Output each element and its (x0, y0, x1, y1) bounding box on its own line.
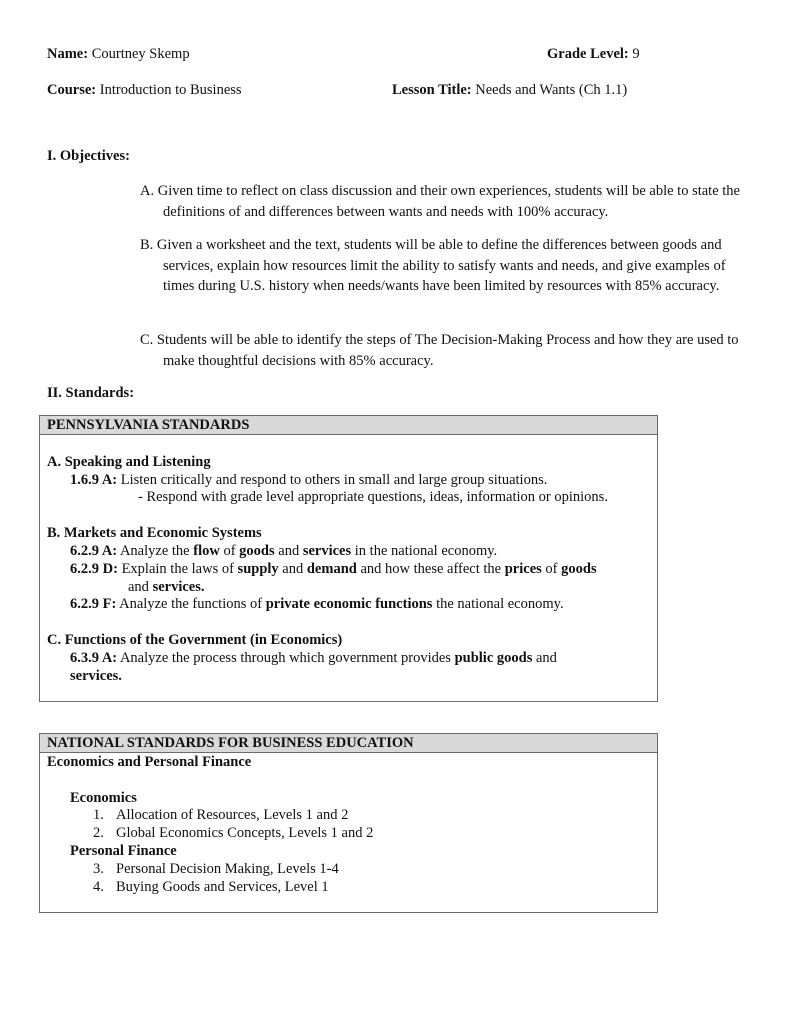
keyword: prices (504, 561, 542, 577)
keyword: goods (239, 543, 275, 559)
grade-line (547, 46, 640, 63)
name-label: Name: (47, 46, 89, 62)
standard-text: in the national economy. (351, 543, 498, 559)
grade-value: 9 (632, 46, 640, 62)
standard-1-6-9-a (70, 471, 547, 489)
standard-text: and (278, 561, 307, 577)
personal-finance-group-heading: Personal Finance (70, 843, 177, 859)
keyword: supply (237, 561, 279, 577)
standard-text: Explain the laws of (117, 561, 238, 577)
lesson-title-label: Lesson Title: (392, 82, 472, 98)
list-item-text: Personal Decision Making, Levels 1-4 (116, 861, 339, 877)
keyword: services. (152, 579, 205, 595)
list-item (93, 860, 104, 878)
list-number: 4. (93, 879, 104, 895)
national-standards-box (39, 733, 658, 913)
standard-6-2-9-d (70, 560, 597, 578)
keyword: flow (193, 543, 220, 559)
name-line (47, 46, 190, 63)
standard-code: 1.6.9 A: (70, 472, 118, 488)
standard-code: 6.3.9 A: (70, 650, 118, 666)
standard-text: and how these affect the (356, 561, 505, 577)
standard-1-6-9-a-sub: - Respond with grade level appropriate questions, ideas, information or opinions. (138, 489, 608, 505)
lesson-title-value: Needs and Wants (Ch 1.1) (475, 82, 628, 98)
keyword: public goods (454, 650, 533, 666)
course-line (47, 82, 242, 99)
standard-code: 6.2.9 A: (70, 543, 118, 559)
standard-text: of (541, 561, 562, 577)
objective-a-text: A. Given time to reflect on class discussion and their own experiences, students will be able to state the definitions of and differences between wants and needs with 100% accuracy. (140, 183, 740, 220)
standard-6-2-9-f (70, 595, 564, 613)
standard-6-2-9-a (70, 542, 497, 560)
standard-code: 6.2.9 D: (70, 561, 118, 577)
objective-b (140, 235, 750, 297)
standard-text: the national economy. (432, 596, 564, 612)
keyword: demand (306, 561, 357, 577)
government-heading: C. Functions of the Government (in Economics) (47, 632, 343, 648)
keyword: private economic functions (265, 596, 433, 612)
standard-text: Analyze the (117, 543, 194, 559)
objective-b-text: B. Given a worksheet and the text, students will be able to define the differences between goods and services, explain how resources limit the ability to satisfy wants and needs, and give examples of times during U.S. history when needs/wants have been limited by resources with 85% accuracy. (140, 237, 726, 294)
grade-label: Grade Level: (547, 46, 629, 62)
keyword: services (302, 543, 352, 559)
standard-6-3-9-a (70, 649, 557, 667)
standard-code: 6.2.9 F: (70, 596, 117, 612)
list-number: 1. (93, 807, 104, 823)
standard-text: of (219, 543, 240, 559)
lesson-title-line (392, 82, 627, 99)
list-item-text: Global Economics Concepts, Levels 1 and 2 (116, 825, 374, 841)
economics-group-heading: Economics (70, 790, 137, 806)
standard-text: Listen critically and respond to others in small and large group situations. (117, 472, 548, 488)
course-value: Introduction to Business (99, 82, 242, 98)
standard-text: and (274, 543, 303, 559)
list-item-text: Allocation of Resources, Levels 1 and 2 (116, 807, 349, 823)
speaking-listening-heading: A. Speaking and Listening (47, 454, 211, 470)
list-number: 2. (93, 825, 104, 841)
standard-6-3-9-a-cont: services. (70, 668, 122, 684)
national-standards-title: NATIONAL STANDARDS FOR BUSINESS EDUCATION (40, 734, 657, 753)
markets-heading: B. Markets and Economic Systems (47, 525, 262, 541)
pennsylvania-standards-box (39, 415, 658, 702)
list-item-text: Buying Goods and Services, Level 1 (116, 879, 329, 895)
standard-text: and (532, 650, 557, 666)
objectives-heading: I. Objectives: (47, 148, 130, 164)
keyword: goods (561, 561, 597, 577)
standards-heading: II. Standards: (47, 385, 135, 401)
objective-c (140, 330, 750, 371)
name-value: Courtney Skemp (91, 46, 190, 62)
list-item (93, 824, 104, 842)
course-label: Course: (47, 82, 97, 98)
pennsylvania-standards-title: PENNSYLVANIA STANDARDS (40, 416, 657, 435)
standard-text: and (128, 579, 153, 595)
national-subtitle: Economics and Personal Finance (47, 754, 252, 770)
list-number: 3. (93, 861, 104, 877)
standard-text: Analyze the functions of (116, 596, 266, 612)
objective-a (140, 181, 750, 222)
objective-c-text: C. Students will be able to identify the steps of The Decision-Making Process and how they are used to make thoughtful decisions with 85% accuracy. (140, 332, 739, 369)
standard-text: Analyze the process through which government provides (117, 650, 455, 666)
list-item (93, 806, 104, 824)
list-item (93, 878, 104, 896)
standard-6-2-9-d-cont (128, 578, 205, 596)
